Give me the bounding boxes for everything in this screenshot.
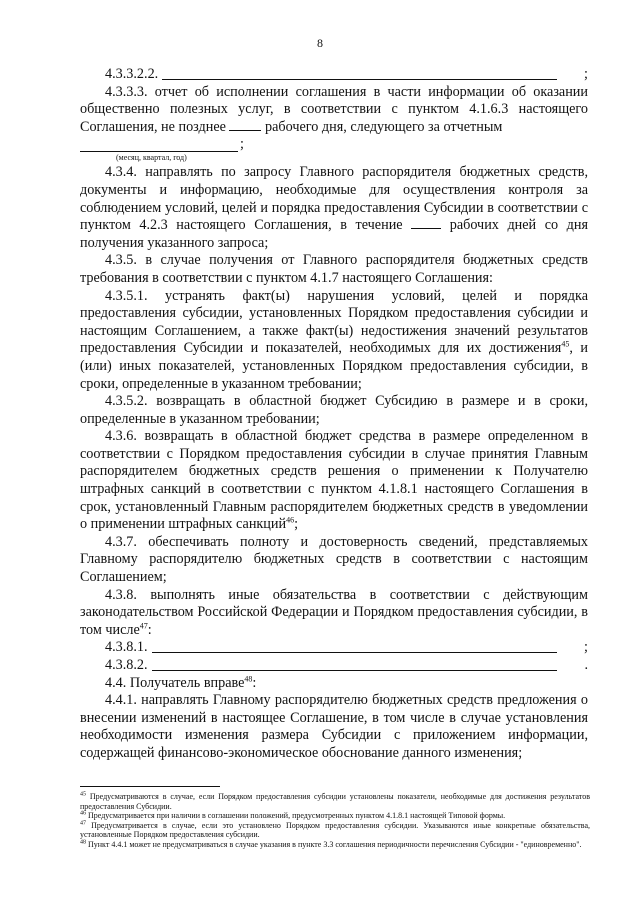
footnote-48: $^{48}$ Пункт 4.4.1 может не предусматриваться в случае указания в пункте 3.3 соглашения периодичности перечисления Субсидии - "единовременно". <box>80 839 582 849</box>
semicolon: ; <box>584 66 588 82</box>
semicolon: ; <box>584 639 588 656</box>
footnote-ref-45: 45 <box>561 339 570 349</box>
clause-number: 4.3.8.1. <box>105 639 148 656</box>
clause-number: 4.3.8.2. <box>105 657 148 673</box>
period-fill-row <box>80 136 588 164</box>
footnote-ref-48: 48 <box>244 673 253 683</box>
page-number: 8 <box>317 36 323 50</box>
footnote-47: $^{47}$ Предусматривается в случае, если это установлено Порядком предоставления субсидии. Указываются иные конкретные обязательства, установленные Порядком предоставления субсидии. <box>80 820 591 840</box>
period-caption: (месяц, квартал, год) <box>116 153 187 163</box>
footnote-ref-47: 47 <box>139 621 148 631</box>
clause-4-3-3-3: 4.3.3.3. отчет об исполнении соглашения в части информации об оказании общественно полезных услуг, в соответствии с пунктом 4.1.6.3 настоящего Соглашения, не позднее рабочего дня, следующего за отчетным <box>80 83 588 135</box>
clause-4-4-1: 4.4.1. направлять Главному распорядителю бюджетных средств предложения о внесении изменений в настоящее Соглашение, в том числе в случае установления необходимости изменения размера Субсидии с приложением информации, содержащей финансово-экономическое обоснование данного изменения; <box>80 692 588 761</box>
clause-4-3-8-2 <box>80 657 588 675</box>
footnote-46: $^{46}$ Предусматривается при наличии в соглашении положений, предусмотренных пунктом 4.1.8.1 настоящей Типовой формы. <box>80 810 506 821</box>
clause-4-3-5: 4.3.5. в случае получения от Главного распорядителя бюджетных средств требования в соответствии с пунктом 4.1.7 настоящего Соглашения: <box>80 252 588 286</box>
clause-number: 4.3.3.2.2. <box>105 66 159 82</box>
clause-4-3-8: 4.3.8. выполнять иные обязательства в соответствии с действующим законодательством Российской Федерации и Порядком предоставления субсидии, в том числе$^{47}$: <box>80 586 588 638</box>
fill-in-line <box>152 652 557 653</box>
footnotes <box>80 792 590 850</box>
fill-in-line <box>162 79 557 80</box>
days-blank <box>229 119 261 131</box>
clause-4-4: 4.4. Получатель вправе$^{48}$: <box>105 673 257 691</box>
clause-4-3-6: 4.3.6. возвращать в областной бюджет средства в размере определенном в соответствии с Порядком предоставления субсидии в случае принятия Главным распорядителем бюджетных средств решения о применении к Получателю штрафных санкций в соответствии с пунктом 4.1.8.1 настоящего Соглашения в срок, установленный Главным распорядителем бюджетных средств в уведомлении о применении штрафных санкций$^{46}$; <box>80 428 588 533</box>
document-body <box>80 66 588 763</box>
period: . <box>584 657 588 673</box>
semicolon: ; <box>240 136 244 153</box>
clause-4-3-5-2: 4.3.5.2. возвращать в областной бюджет Субсидию в размере и в сроки, определенные в указанном требовании; <box>80 393 588 427</box>
fill-in-line <box>152 670 558 671</box>
clause-4-3-3-2-2 <box>80 66 588 84</box>
footnote-divider <box>80 786 220 787</box>
footnote-ref-46: 46 <box>286 515 295 525</box>
clause-4-3-5-1: 4.3.5.1. устранять факт(ы) нарушения условий, целей и порядка предоставления субсидии, установленных Порядком предоставления субсидии и настоящим Соглашением, а также факт(ы) недостижения значений результатов предоставления Субсидии и показателей, необходимых для их достижения$^{45}$, и (или) иных показателей, установленных Порядком предоставления субсидии, в сроки, определенные в указанном требовании; <box>80 287 589 392</box>
clause-4-3-7: 4.3.7. обеспечивать полноту и достоверность сведений, представляемых Главному распорядителю бюджетных средств в соответствии с настоящим Соглашением; <box>80 533 588 586</box>
footnote-45: $^{45}$ Предусматриваются в случае, если Порядком предоставления субсидии установлены показатели, необходимые для достижения результатов предоставления Субсидии. <box>80 791 591 811</box>
period-blank <box>80 140 238 152</box>
clause-4-3-4: 4.3.4. направлять по запросу Главного распорядителя бюджетных средств, документы и информацию, необходимые для осуществления контроля за соблюдением условий, целей и порядка предоставления Субсидии в соответствии с пунктом 4.2.3 настоящего Соглашения, в течение рабочих дней со дня получения указанного запроса; <box>80 164 588 251</box>
days-blank <box>411 217 441 229</box>
clause-4-3-8-1 <box>80 639 588 657</box>
